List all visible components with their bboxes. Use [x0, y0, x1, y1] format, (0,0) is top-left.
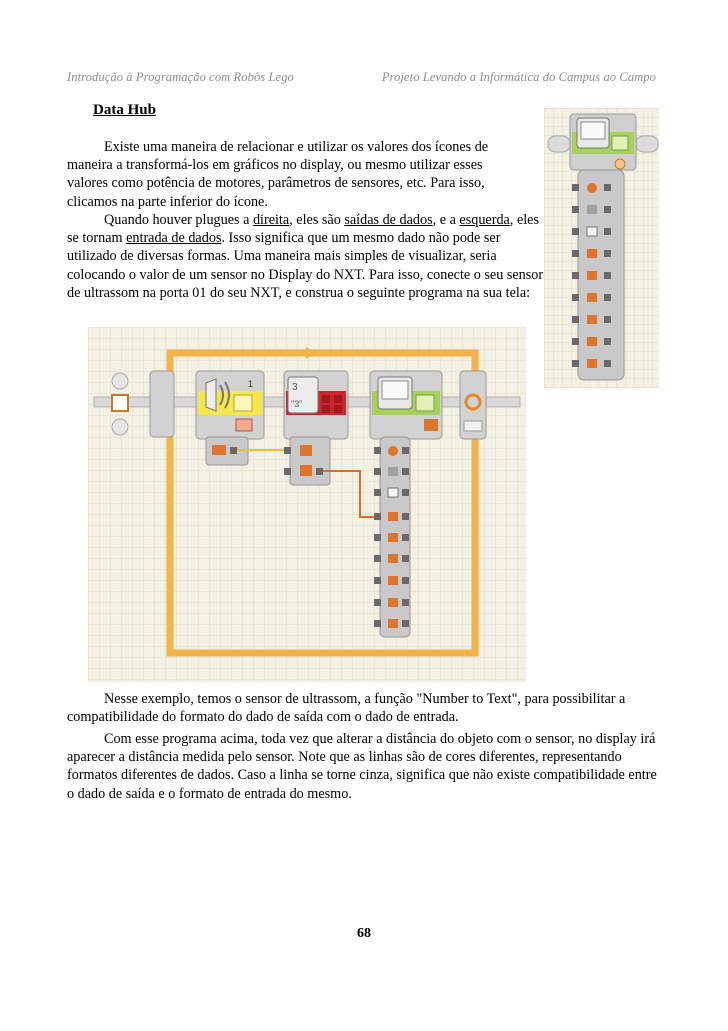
paragraph-3	[67, 690, 667, 726]
section-title: Data Hub	[93, 102, 156, 118]
p2-term-saidas: saídas de dados	[344, 212, 433, 228]
data-hub-figure	[544, 108, 659, 388]
paragraph-1	[67, 138, 527, 211]
paragraph-4-text: Com esse programa acima, toda vez que alterar a distância do objeto com o sensor, no display irá aparecer a distância medida pelo sensor. Note que as linhas são de cores diferentes, representando formatos diferentes de dados. Caso a linha se torne cinza, significa que não existe compatibilidade entre o dado de saída e o formato de entrada do mesmo.	[67, 731, 657, 802]
p2-term-esquerda: esquerda	[459, 212, 510, 228]
p2-text-d: , eles se tornam	[67, 212, 539, 247]
convert-bottom-label: "3"	[291, 399, 303, 409]
p2-term-direita: direita	[252, 212, 290, 228]
start-icon	[112, 395, 128, 411]
page-number: 68	[357, 926, 371, 941]
convert-top-label: 3	[292, 382, 298, 393]
paragraph-3-text: Nesse exemplo, temos o sensor de ultrassom, a função "Number to Text", para possibilitar a compatibilidade do formato do dado de saída com o dado de entrada.	[67, 691, 626, 726]
loop-end-block	[460, 371, 486, 439]
sensor-port-label: 1	[248, 379, 254, 389]
header-right: Projeto Levando a Informática do Campus ao Campo	[381, 70, 656, 84]
ultrasonic-icon	[206, 379, 216, 411]
hub-icons	[587, 183, 597, 368]
paragraph-1-text: Existe uma maneira de relacionar e utilizar os valores dos ícones de maneira a transformá-los em gráficos no display, ou mesmo utilizar esses valores como potência de motores, parâmetros de sensores, etc. Para isso, clicamos na parte inferior do ícone.	[67, 139, 489, 210]
nxt-program-figure	[88, 327, 526, 682]
p2-text-b: , eles são	[289, 212, 345, 228]
p2-text-a: Quando houver plugues a	[104, 212, 253, 228]
paragraph-2	[67, 211, 547, 302]
paragraph-4	[67, 730, 667, 803]
p2-text-e: . Isso significa que um mesmo dado não pode ser utilizado de diversas formas. Uma maneira mais simples de visualizar, seria colocando o valor de um sensor no Display do NXT. Para isso, conecte o seu sensor de ultrassom na porta 01 do seu NXT, e construa o seguinte programa na sua tela:	[67, 230, 544, 301]
p2-text-c: , e a	[432, 212, 460, 228]
p2-term-entrada: entrada de dados	[126, 230, 222, 247]
loop-start	[150, 371, 174, 437]
header-left: Introdução à Programação com Robôs Lego	[67, 70, 294, 84]
data-hub-panel	[578, 170, 624, 380]
